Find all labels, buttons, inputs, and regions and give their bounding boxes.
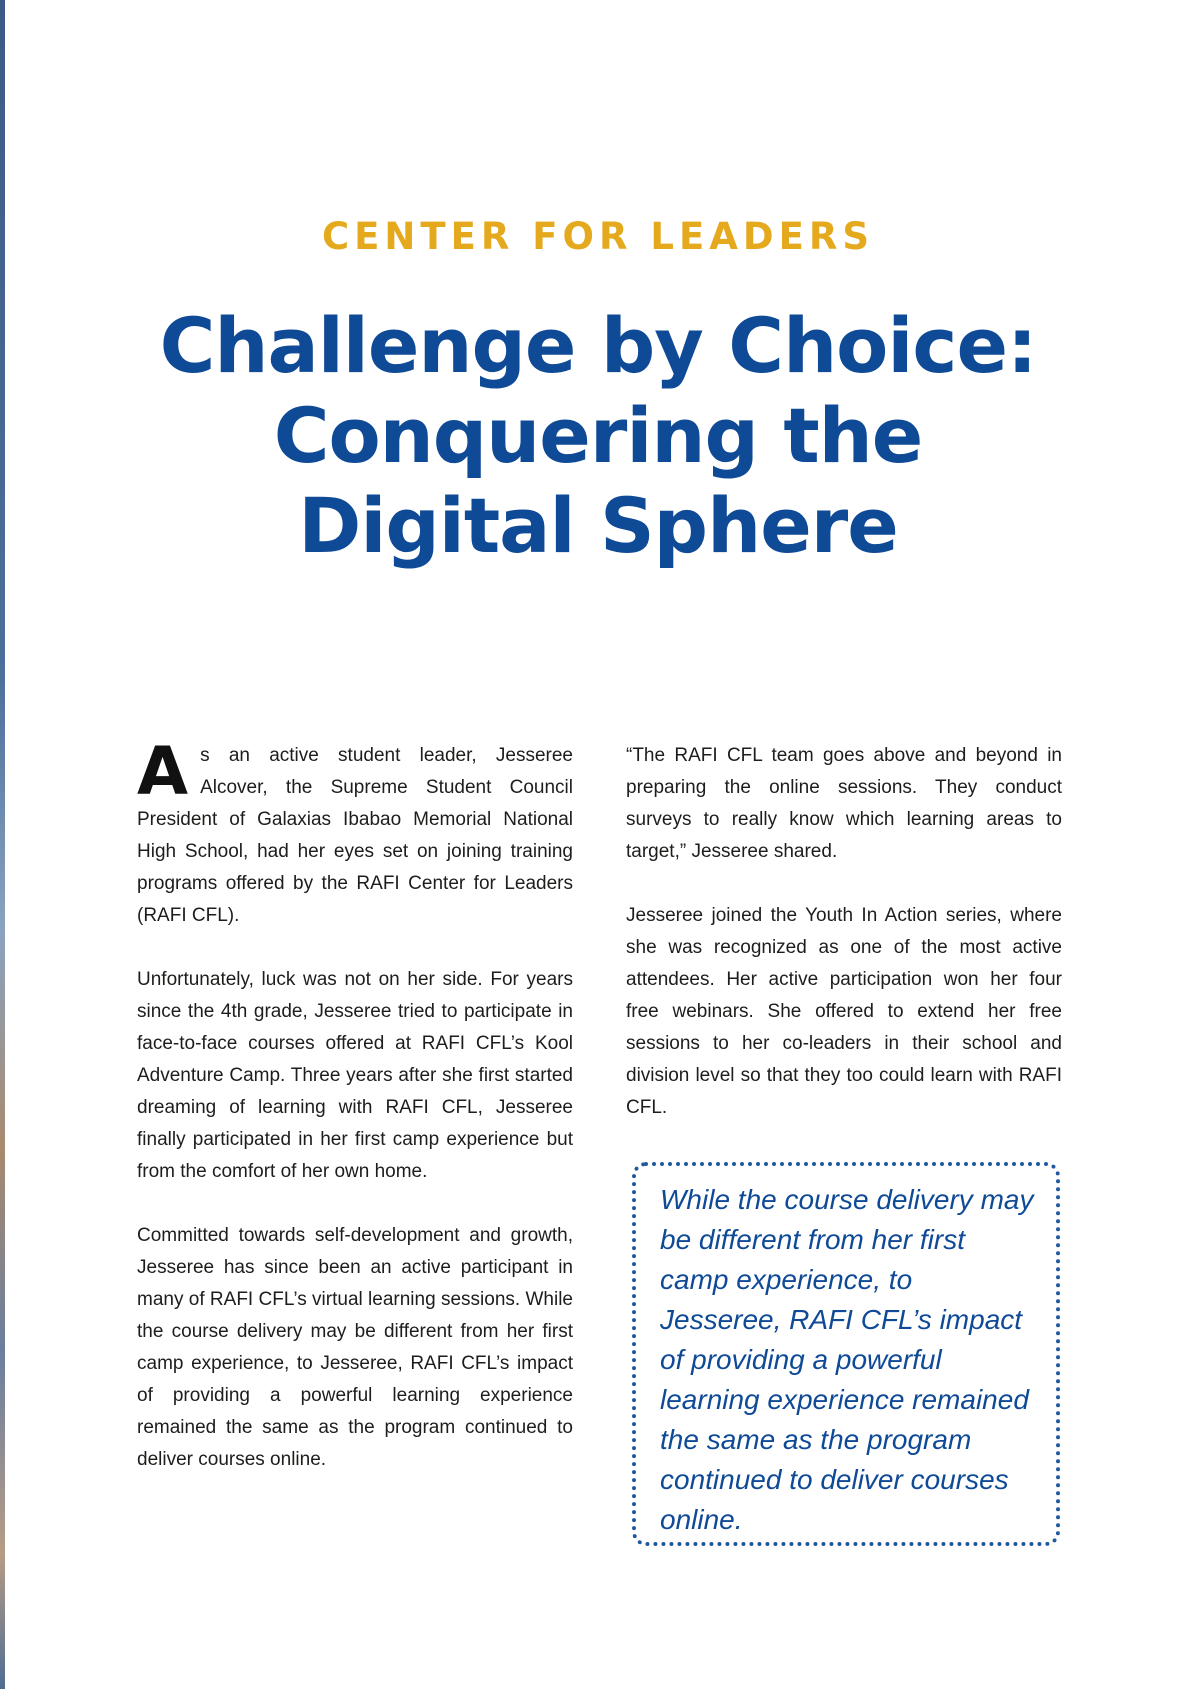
- article-right-column: [626, 740, 1062, 1156]
- pull-quote: [632, 1162, 1060, 1546]
- section-label: CENTER FOR LEADERS: [322, 215, 874, 258]
- headline-line-2: Conquering the: [273, 391, 923, 480]
- paragraph-1-text: s an active student leader, Jesseree Alcover, the Supreme Student Council President of Galaxias Ibabao Memorial National High School, had her eyes set on joining training programs offered by the RAFI Center for Leaders (RAFI CFL).: [137, 745, 573, 926]
- pull-quote-text: While the course delivery may be different from her first camp experience, to Jesseree, RAFI CFL’s impact of providing a powerful learning experience remained the same as the program continued to deliver courses online.: [660, 1184, 1034, 1535]
- article-paragraph-5: Jesseree joined the Youth In Action series, where she was recognized as one of the most active attendees. Her active participation won her four free webinars. She offered to extend her free sessions to her co-leaders in their school and division level so that they too could learn with RAFI CFL.: [626, 905, 1062, 1118]
- article-headline: [100, 301, 1096, 571]
- headline-line-3: Digital Sphere: [298, 481, 898, 570]
- article-paragraph-3: Committed towards self-development and growth, Jesseree has since been an active participant in many of RAFI CFL’s virtual learning sessions. While the course delivery may be different from her first camp experience, to Jesseree, RAFI CFL’s impact of providing a powerful learning experience remained the same as the program continued to deliver courses online.: [137, 1225, 573, 1470]
- article-left-column: [137, 733, 573, 1508]
- headline-line-1: Challenge by Choice:: [159, 301, 1037, 390]
- article-paragraph-1: [137, 733, 573, 932]
- article-paragraph-2: Unfortunately, luck was not on her side. For years since the 4th grade, Jesseree tried to participate in face-to-face courses offered at RAFI CFL’s Kool Adventure Camp. Three years after she first started dreaming of learning with RAFI CFL, Jesseree finally participated in her first camp experience but from the comfort of her own home.: [137, 969, 573, 1182]
- drop-cap: A: [137, 733, 189, 810]
- article-paragraph-4: “The RAFI CFL team goes above and beyond in preparing the online sessions. They conduct surveys to really know which learning areas to target,” Jesseree shared.: [626, 745, 1062, 862]
